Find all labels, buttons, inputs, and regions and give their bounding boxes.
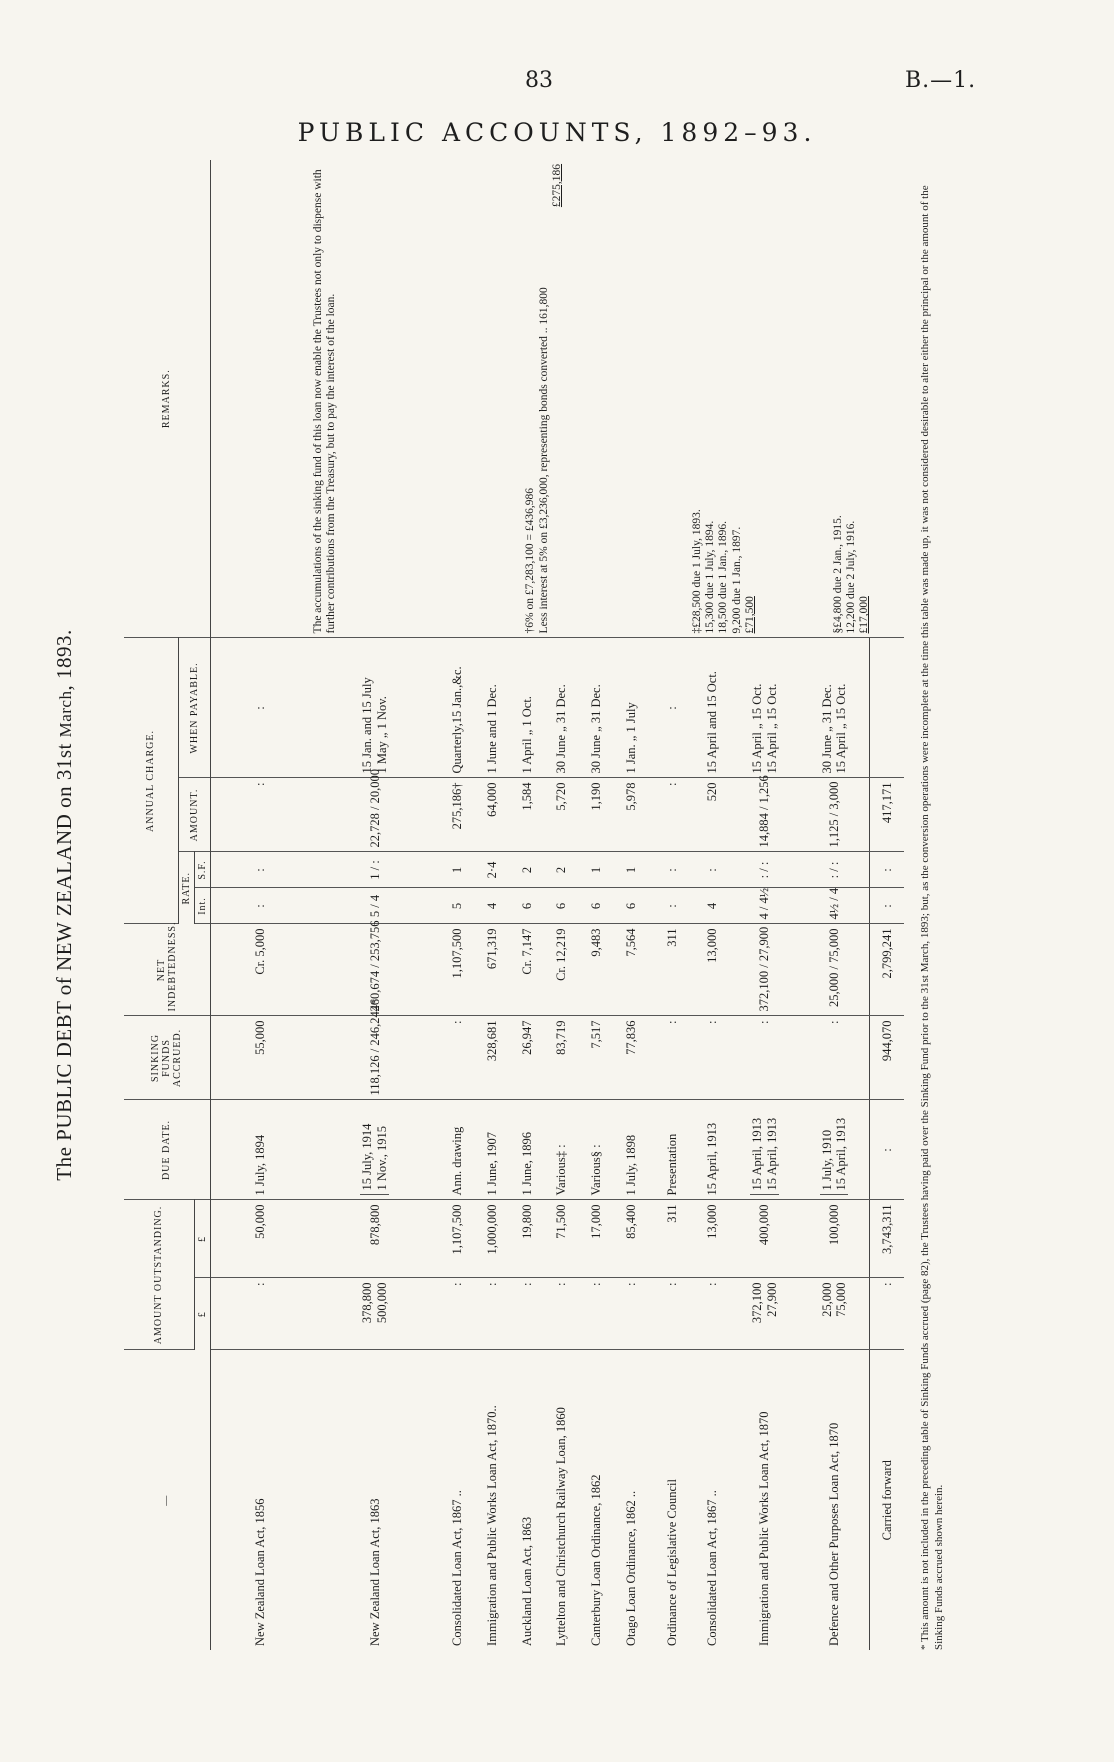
due-date: 15 April, 1913 15 April, 1913 <box>730 1100 800 1200</box>
amount-outstanding: 311 <box>649 1200 695 1278</box>
net-indebtedness: 372,100 / 27,900 <box>730 924 800 1016</box>
total-amount-outstanding: 3,743,311 <box>869 1200 904 1278</box>
table-row <box>440 160 475 1650</box>
rate-sinking-fund: : <box>210 852 310 888</box>
loan-column-header: — <box>124 1350 210 1650</box>
due-date: 15 July, 1914 1 Nov., 1915 <box>310 1100 440 1200</box>
page-heading: PUBLIC ACCOUNTS, 1892–93. <box>297 118 817 147</box>
sinking-funds: : <box>730 1016 800 1100</box>
net-indebtedness: 9,483 <box>579 924 614 1016</box>
rate-sinking-fund: 2·4 <box>475 852 510 888</box>
rate-sinking-fund: : / : <box>730 852 800 888</box>
rate-sinking-fund: 2 <box>509 852 544 888</box>
rate-interest: 6 <box>509 888 544 924</box>
sinking-funds: 7,517 <box>579 1016 614 1100</box>
when-payable: : <box>649 638 695 778</box>
rate-interest: 5 / 4 <box>310 888 440 924</box>
amount-sub: 372,100 27,900 <box>730 1278 800 1350</box>
due-date: 1 July, 1898 <box>614 1100 649 1200</box>
loan-name: Lyttelton and Christchurch Railway Loan, 1860 <box>554 1407 569 1646</box>
rate-sinking-fund: 1 / : <box>310 852 440 888</box>
remark-sinking-fund-note: The accumulations of the sinking fund of this loan now enable the Trustees not only to dispense with further contributions from the Treasury, but to pay the interest of the loan. <box>210 160 440 638</box>
remark-various-due-dates: ‡£28,500 due 1 July, 1893. 15,300 due 1 July, 1894. 18,500 due 1 Jan., 1896. 9,200 due 1 Jan., 1897. £71,500 <box>649 160 800 638</box>
when-payable: 1 June and 1 Dec. <box>475 638 510 778</box>
rate-sinking-fund: 1 <box>440 852 475 888</box>
total-payable <box>869 638 904 778</box>
due-date: Various‡ : <box>544 1100 579 1200</box>
net-indebtedness: 671,319 <box>475 924 510 1016</box>
annual-amount: 1,125 / 3,000 <box>799 778 869 852</box>
when-payable: Quarterly,15 Jan.,&c. <box>440 638 475 778</box>
table-title: The PUBLIC DEBT of NEW ZEALAND on 31st March, 1893. <box>52 629 76 1181</box>
rate-sinking-fund: : <box>649 852 695 888</box>
due-date: 1 June, 1907 <box>475 1100 510 1200</box>
sinking-funds: 26,947 <box>509 1016 544 1100</box>
net-indebtedness: 1,107,500 <box>440 924 475 1016</box>
amount-outstanding: 1,107,500 <box>440 1200 475 1278</box>
when-payable: 30 June „ 31 Dec. <box>544 638 579 778</box>
rate-sinking-fund: 2 <box>544 852 579 888</box>
due-date: 1 June, 1896 <box>509 1100 544 1200</box>
when-payable-header: WHEN PAYABLE. <box>178 638 210 778</box>
amount-sub: : <box>475 1278 510 1350</box>
amount-outstanding: 13,000 <box>695 1200 730 1278</box>
annual-amount: : <box>649 778 695 852</box>
loan-name: Defence and Other Purposes Loan Act, 1870 <box>826 1422 841 1646</box>
annual-amount: 275,186† <box>440 778 475 852</box>
amount-sub: : <box>614 1278 649 1350</box>
rate-sinking-fund: 1 <box>579 852 614 888</box>
sinking-funds: : <box>649 1016 695 1100</box>
due-date-header: DUE DATE. <box>124 1100 210 1200</box>
annual-charge-header: ANNUAL CHARGE. <box>124 638 178 924</box>
when-payable: 1 Jan. „ 1 July <box>614 638 649 778</box>
unit-pound: £ <box>194 1200 210 1278</box>
loan-name: Auckland Loan Act, 1863 <box>519 1516 534 1646</box>
amount-outstanding: 19,800 <box>509 1200 544 1278</box>
table-row <box>799 160 869 1650</box>
rate-interest: 4 <box>695 888 730 924</box>
loan-name: Immigration and Public Works Loan Act, 1870.. <box>484 1405 499 1646</box>
loan-name: New Zealand Loan Act, 1863 <box>367 1498 382 1646</box>
net-indebtedness: 311 <box>649 924 695 1016</box>
due-date: Ann. drawing <box>440 1100 475 1200</box>
net-indebtedness: 7,564 <box>614 924 649 1016</box>
page-number: 83 <box>525 68 553 93</box>
amount-outstanding: 85,400 <box>614 1200 649 1278</box>
annual-amount: 64,000 <box>475 778 510 852</box>
annual-amount: 22,728 / 20,000 <box>310 778 440 852</box>
sinking-funds: : <box>440 1016 475 1100</box>
rate-interest: : <box>649 888 695 924</box>
due-date: 1 July, 1894 <box>210 1100 310 1200</box>
due-date: 15 April, 1913 <box>695 1100 730 1200</box>
total-net-indebtedness: 2,799,241 <box>869 924 904 1016</box>
amount-sub: 25,000 75,000 <box>799 1278 869 1350</box>
rate-interest: 6 <box>614 888 649 924</box>
footnote: * This amount is not included in the preceding table of Sinking Funds accrued (page 82), the Trustees having paid over the Sinking Fund prior to the 31st March, 1893; but, as the conversion operations were incomplete at the time this table was made up, it was not considered desirable to alter either the principal or the amount of the Sinking Funds accrued shown herein. <box>919 185 946 1650</box>
amount-sub: : <box>509 1278 544 1350</box>
annual-amount: 520 <box>695 778 730 852</box>
rate-interest: 6 <box>579 888 614 924</box>
rate-header: RATE. <box>178 852 194 924</box>
due-date: Various§ : <box>579 1100 614 1200</box>
amount-sub: : <box>695 1278 730 1350</box>
table-row <box>210 160 310 1650</box>
when-payable: 30 June „ 31 Dec. <box>579 638 614 778</box>
amount-sub: : <box>440 1278 475 1350</box>
when-payable: 15 April and 15 Oct. <box>695 638 730 778</box>
loan-name: Consolidated Loan Act, 1867 .. <box>449 1490 464 1646</box>
net-indebtedness: Cr. 5,000 <box>210 924 310 1016</box>
net-indebtedness: 260,674 / 253,756 <box>310 924 440 1016</box>
sinking-funds-header: SINKING FUNDS ACCRUED. <box>124 1016 210 1100</box>
when-payable: 30 June „ 31 Dec. 15 April „ 15 Oct. <box>799 638 869 778</box>
annual-amount: 5,978 <box>614 778 649 852</box>
when-payable: 1 April „ 1 Oct. <box>509 638 544 778</box>
amount-sub: 378,800 500,000 <box>310 1278 440 1350</box>
amount-sub: : <box>579 1278 614 1350</box>
amount-sub: : <box>649 1278 695 1350</box>
sinking-funds: 55,000 <box>210 1016 310 1100</box>
sinking-funds: 83,719 <box>544 1016 579 1100</box>
amount-outstanding: 17,000 <box>579 1200 614 1278</box>
when-payable: 15 Jan. and 15 July 1 May „ 1 Nov. <box>310 638 440 778</box>
net-indebtedness: 25,000 / 75,000 <box>799 924 869 1016</box>
annual-amount: : <box>210 778 310 852</box>
amount-outstanding-header: AMOUNT OUTSTANDING. <box>124 1200 194 1350</box>
amount-outstanding: 878,800 <box>310 1200 440 1278</box>
loan-name: Consolidated Loan Act, 1867 .. <box>705 1490 720 1646</box>
rate-interest: : <box>210 888 310 924</box>
amount-sub: : <box>210 1278 310 1350</box>
sinking-funds: 328,681 <box>475 1016 510 1100</box>
amount-outstanding: 50,000 <box>210 1200 310 1278</box>
sinking-funds: : <box>799 1016 869 1100</box>
rate-interest: 4½ / 4 <box>799 888 869 924</box>
total-sf: : <box>869 852 904 888</box>
sinking-funds: : <box>695 1016 730 1100</box>
rate-interest: 4 / 4½ <box>730 888 800 924</box>
total-annual-charge: 417,171 <box>869 778 904 852</box>
net-indebtedness: Cr. 12,219 <box>544 924 579 1016</box>
due-date: Presentation <box>649 1100 695 1200</box>
unit-pound: £ <box>194 1278 210 1350</box>
net-indebtedness: 13,000 <box>695 924 730 1016</box>
total-sinking-funds: 944,070 <box>869 1016 904 1100</box>
net-indebtedness-header: NET INDEBTEDNESS. <box>124 924 210 1016</box>
when-payable: 15 April „ 15 Oct. 15 April „ 15 Oct. <box>730 638 800 778</box>
loan-name: Otago Loan Ordinance, 1862 .. <box>624 1490 639 1646</box>
rotated-debt-table-block <box>52 160 984 1650</box>
table-row <box>649 160 695 1650</box>
rate-interest: 4 <box>475 888 510 924</box>
remarks-header: REMARKS. <box>124 160 210 638</box>
when-payable: : <box>210 638 310 778</box>
remark-consolidated-charge: †6% on £7,283,100 = £436,986 Less interest at 5% on £3,236,000, representing bonds converted .. 161,800 £275,186 <box>440 160 649 638</box>
annual-amount: 1,584 <box>509 778 544 852</box>
total-due: : <box>869 1100 904 1200</box>
loan-name: Canterbury Loan Ordinance, 1862 <box>589 1474 604 1646</box>
amount-outstanding: 71,500 <box>544 1200 579 1278</box>
sinking-funds: 118,126 / 246,244* <box>310 1016 440 1100</box>
rate-interest-header: Int. <box>194 888 210 924</box>
rate-interest: 5 <box>440 888 475 924</box>
public-debt-table <box>124 160 904 1650</box>
sinking-funds: 77,836 <box>614 1016 649 1100</box>
amount-outstanding: 400,000 <box>730 1200 800 1278</box>
loan-name: Ordinance of Legislative Council <box>664 1479 679 1646</box>
rate-sinking-fund: : <box>695 852 730 888</box>
annual-amount: 5,720 <box>544 778 579 852</box>
rate-sinking-fund: 1 <box>614 852 649 888</box>
due-date: 1 July, 1910 15 April, 1913 <box>799 1100 869 1200</box>
loan-name: Immigration and Public Works Loan Act, 1870 <box>757 1411 772 1646</box>
carried-forward-label: Carried forward <box>869 1350 904 1650</box>
amount-sub: : <box>544 1278 579 1350</box>
amount-outstanding: 1,000,000 <box>475 1200 510 1278</box>
net-indebtedness: Cr. 7,147 <box>509 924 544 1016</box>
remark-defence-loan-due-dates: §£4,800 due 2 Jan., 1915. 12,200 due 2 July, 1916. £17,000 <box>799 160 904 638</box>
rate-sinking-fund: : / : <box>799 852 869 888</box>
annual-amount-header: AMOUNT. <box>178 778 210 852</box>
document-reference: B.—1. <box>905 68 977 93</box>
rate-interest: 6 <box>544 888 579 924</box>
annual-amount: 14,884 / 1,256 <box>730 778 800 852</box>
rate-sinking-fund-header: S.F. <box>194 852 210 888</box>
annual-amount: 1,190 <box>579 778 614 852</box>
total-sub: : <box>869 1278 904 1350</box>
loan-name: New Zealand Loan Act, 1856 <box>252 1498 267 1646</box>
amount-outstanding: 100,000 <box>799 1200 869 1278</box>
total-int: : <box>869 888 904 924</box>
